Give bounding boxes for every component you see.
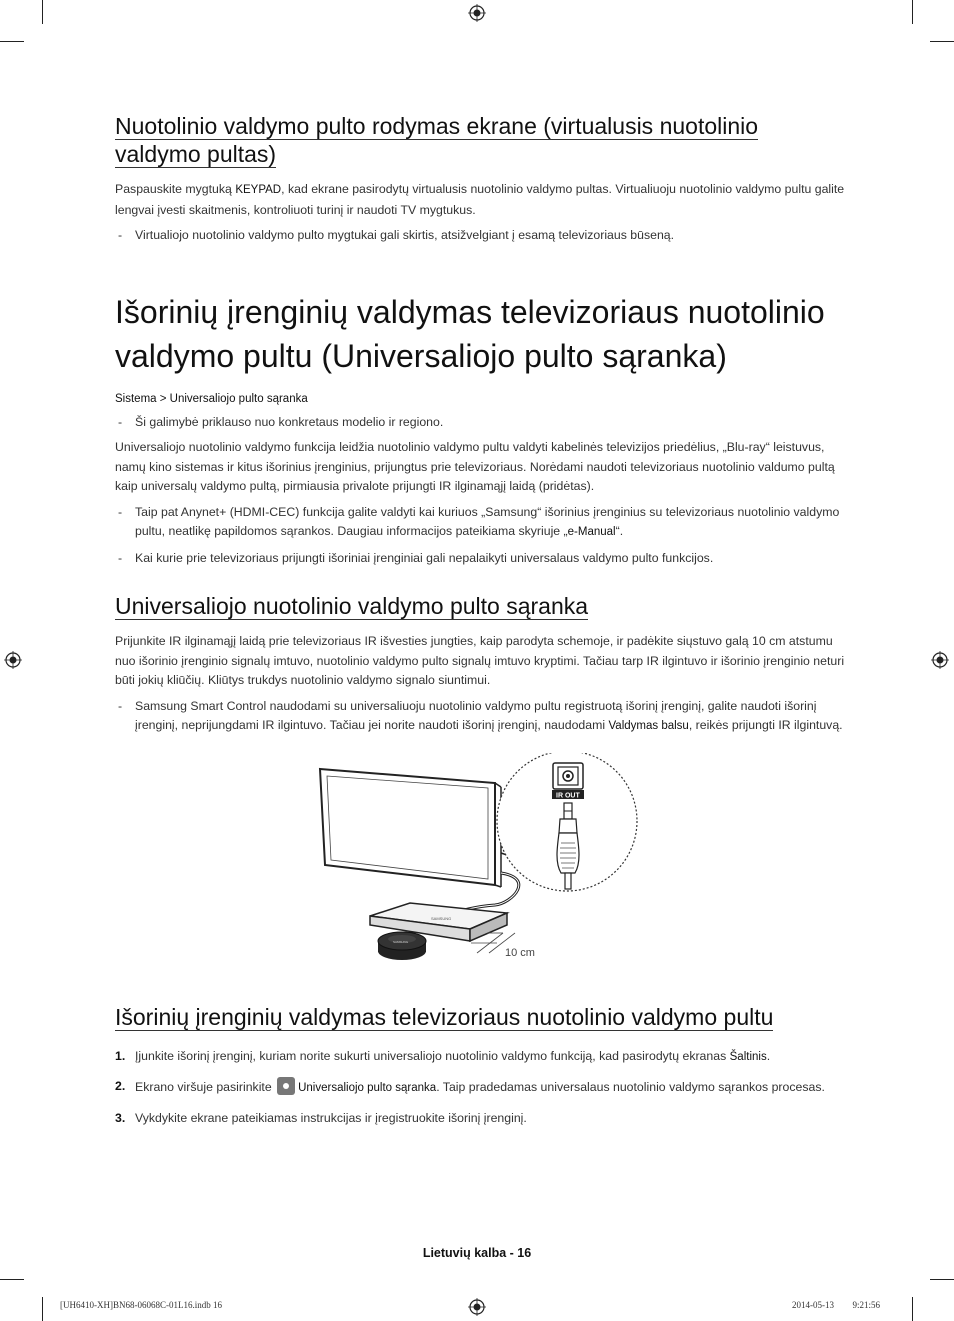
paragraph: Prijunkite IR ilginamąjį laidą prie televizoriaus IR išvesties jungties, kaip parodyta schemoje, ir padėkite siųstuvo galą 10 cm atstumu nuo išorinio įrenginio signalų imtuvo, nuotolinio valdymo pulto signalų imtuvo kryptimi. Tačiau tarp IR ilgintuvo ir išorinio įrenginio neturi būti jokių kliūčių. Kliūtys trukdys nuotolinio valdymo signalo siuntimui. (115, 634, 845, 687)
keypad-keyword: KEYPAD (235, 184, 282, 196)
note-text: Taip pat Anynet+ (HDMI-CEC) funkcija galite valdyti kai kuriuos „Samsung“ išorinius įrenginius su televizoriaus nuotolinio valdymo pultu, neatlikę papildomos sąrankos. Daugiau informacijos pateikiama skyriuje „ (135, 504, 840, 538)
registration-mark-icon (931, 651, 949, 669)
registration-mark-icon (4, 651, 22, 669)
paragraph (115, 180, 845, 220)
crop-mark (0, 1279, 24, 1280)
page-footer: Lietuvių kalba - 16 (422, 1246, 532, 1260)
note-text: “. (615, 524, 624, 538)
menu-item-sistema: Sistema (115, 392, 157, 405)
step-text: . (766, 1048, 771, 1063)
ir-out-label: IR OUT (556, 792, 580, 799)
note: - Samsung Smart Control naudodami su universaliuoju nuotolinio valdymo pultu registruotą išorinį įrenginį, galite naudoti išorinį įrenginį, neprijungdami IR ilgintuvo. Tačiau jei norite naudoti išorinį įrenginį, naudodami Valdymas balsu, reikės prijungti IR ilgintuvą. (118, 698, 843, 732)
step-item (115, 1109, 845, 1130)
section-control-devices (115, 1003, 845, 1031)
section-universal-setup (115, 592, 845, 620)
text: Paspauskite mygtuką (115, 182, 236, 196)
tv-illustration (320, 769, 501, 887)
note: - Taip pat Anynet+ (HDMI-CEC) funkcija galite valdyti kai kuriuos „Samsung“ išorinius įrenginius su televizoriaus nuotolinio valdymo pultu, neatlikę papildomos sąrankos. Daugiau informacijos pateikiama skyriuje „e-Manual“. (118, 504, 840, 538)
crop-mark (0, 41, 24, 42)
page-content (115, 112, 845, 1139)
step-text: Ekrano viršuje pasirinkite (135, 1080, 276, 1094)
step-number: 3. (115, 1110, 126, 1125)
note: - Ši galimybė priklauso nuo konkretaus modelio ir regiono. (118, 414, 444, 429)
crop-mark (912, 1297, 913, 1321)
e-manual-link[interactable]: e-Manual (567, 526, 616, 538)
ir-extender-diagram (115, 753, 845, 983)
registration-mark-icon (468, 4, 486, 22)
crop-mark (42, 0, 43, 24)
menu-path (115, 390, 845, 409)
note-text: Samsung Smart Control naudodami su universaliuoju nuotolinio valdymo pultu registruotą išorinį įrenginį, galite naudoti išorinį įrenginį, neprijungdami IR ilgintuvo. Tačiau jei norite naudoti išorinį įrenginį, naudodami (135, 698, 817, 732)
registration-mark-icon (468, 1298, 486, 1316)
settings-icon (277, 1077, 295, 1095)
crop-mark (912, 0, 913, 24)
note: - Virtualiojo nuotolinio valdymo pulto mygtukai gali skirtis, atsižvelgiant į esamą televizoriaus būseną. (118, 228, 675, 242)
step-text: . Taip pradedamas universalaus nuotolinio valdymo sąrankos procesas. (436, 1080, 825, 1094)
step-number: 1. (115, 1048, 126, 1063)
paragraph: Universaliojo nuotolinio valdymo funkcija leidžia nuotolinio valdymo pultu valdyti kabelinės televizijos priedėlius, „Blu-ray“ leistuvus, namų kino sistemas ir kitus išorinius įrenginius, prijungtus prie televizoriaus. Norėdami naudoti televizoriaus nuotolinio valdumo pultą kaip universalų valdymo pultą, pirmiausia privalote prijungti IR ilginamąjį laidą (pridėtas). (115, 440, 835, 493)
step-item (115, 1077, 845, 1099)
distance-label: 10 cm (505, 946, 535, 959)
text: , kad ekrane pasirodytų virtualusis nuotolinio valdymo pultas. Virtualiuoju nuotolinio valdymo pultu galite lengvai įvesti skaitmenis, kontroliuoti turinį ir naudoti TV mygtukus. (115, 182, 845, 217)
step-keyword: Universaliojo pulto sąranka (298, 1082, 437, 1094)
box-brand-label: SAMSUNG (431, 915, 452, 921)
crop-mark (930, 1279, 954, 1280)
section-virtual-remote (115, 112, 845, 168)
section-title: Nuotolinio valdymo pulto rodymas ekrane (virtualusis nuotolinio valdymo pultas) (115, 113, 759, 167)
menu-item-universal-remote: Universaliojo pulto sąranka (169, 392, 308, 405)
print-slug-left: [UH6410-XH]BN68-06068C-01L16.indb 16 (60, 1300, 222, 1310)
section-title: Išorinių įrenginių valdymas televizoriaus nuotolinio valdymo pultu (115, 1003, 774, 1030)
crop-mark (42, 1297, 43, 1321)
note-text: , reikės prijungti IR ilgintuvą. (688, 718, 843, 732)
ir-port-detail (497, 753, 637, 891)
menu-separator: > (156, 392, 170, 405)
svg-text:SAMSUNG: SAMSUNG (393, 939, 409, 944)
print-slug-right: 2014-05-13 ￿￿ 9:21:56 (792, 1300, 880, 1310)
diagram-drawing (115, 753, 845, 983)
note-text: Ši galimybė priklauso nuo konkretaus modelio ir regiono. (135, 414, 444, 429)
step-text: Vykdykite ekrane pateikiamas instrukcijas ir įregistruokite išorinį įrenginį. (135, 1110, 527, 1125)
step-text: Įjunkite išorinį įrenginį, kuriam norite sukurti universaliojo nuotolinio valdymo funkciją, kad pasirodytų ekranas (135, 1048, 730, 1063)
crop-mark (930, 41, 954, 42)
section-title: Universaliojo nuotolinio valdymo pulto sąranka (115, 593, 589, 619)
note-text: Kai kurie prie televizoriaus prijungti išoriniai įrenginiai gali nepalaikyti universalaus valdymo pulto funkcijos. (135, 550, 714, 565)
chapter-title: Išorinių įrenginių valdymas televizoriaus nuotolinio valdymo pultu (Universaliojo pulto sąranka) (115, 293, 825, 374)
step-item (115, 1047, 845, 1068)
ir-emitter-puck (378, 932, 426, 960)
note: - Kai kurie prie televizoriaus prijungti išoriniai įrenginiai gali nepalaikyti universalaus valdymo pulto funkcijos. (118, 550, 714, 565)
voice-control-keyword: Valdymas balsu (608, 720, 689, 732)
step-keyword: Šaltinis (729, 1050, 767, 1063)
step-number: 2. (115, 1079, 126, 1093)
note-text: Virtualiojo nuotolinio valdymo pulto mygtukai gali skirtis, atsižvelgiant į esamą televizoriaus būseną. (135, 228, 675, 242)
